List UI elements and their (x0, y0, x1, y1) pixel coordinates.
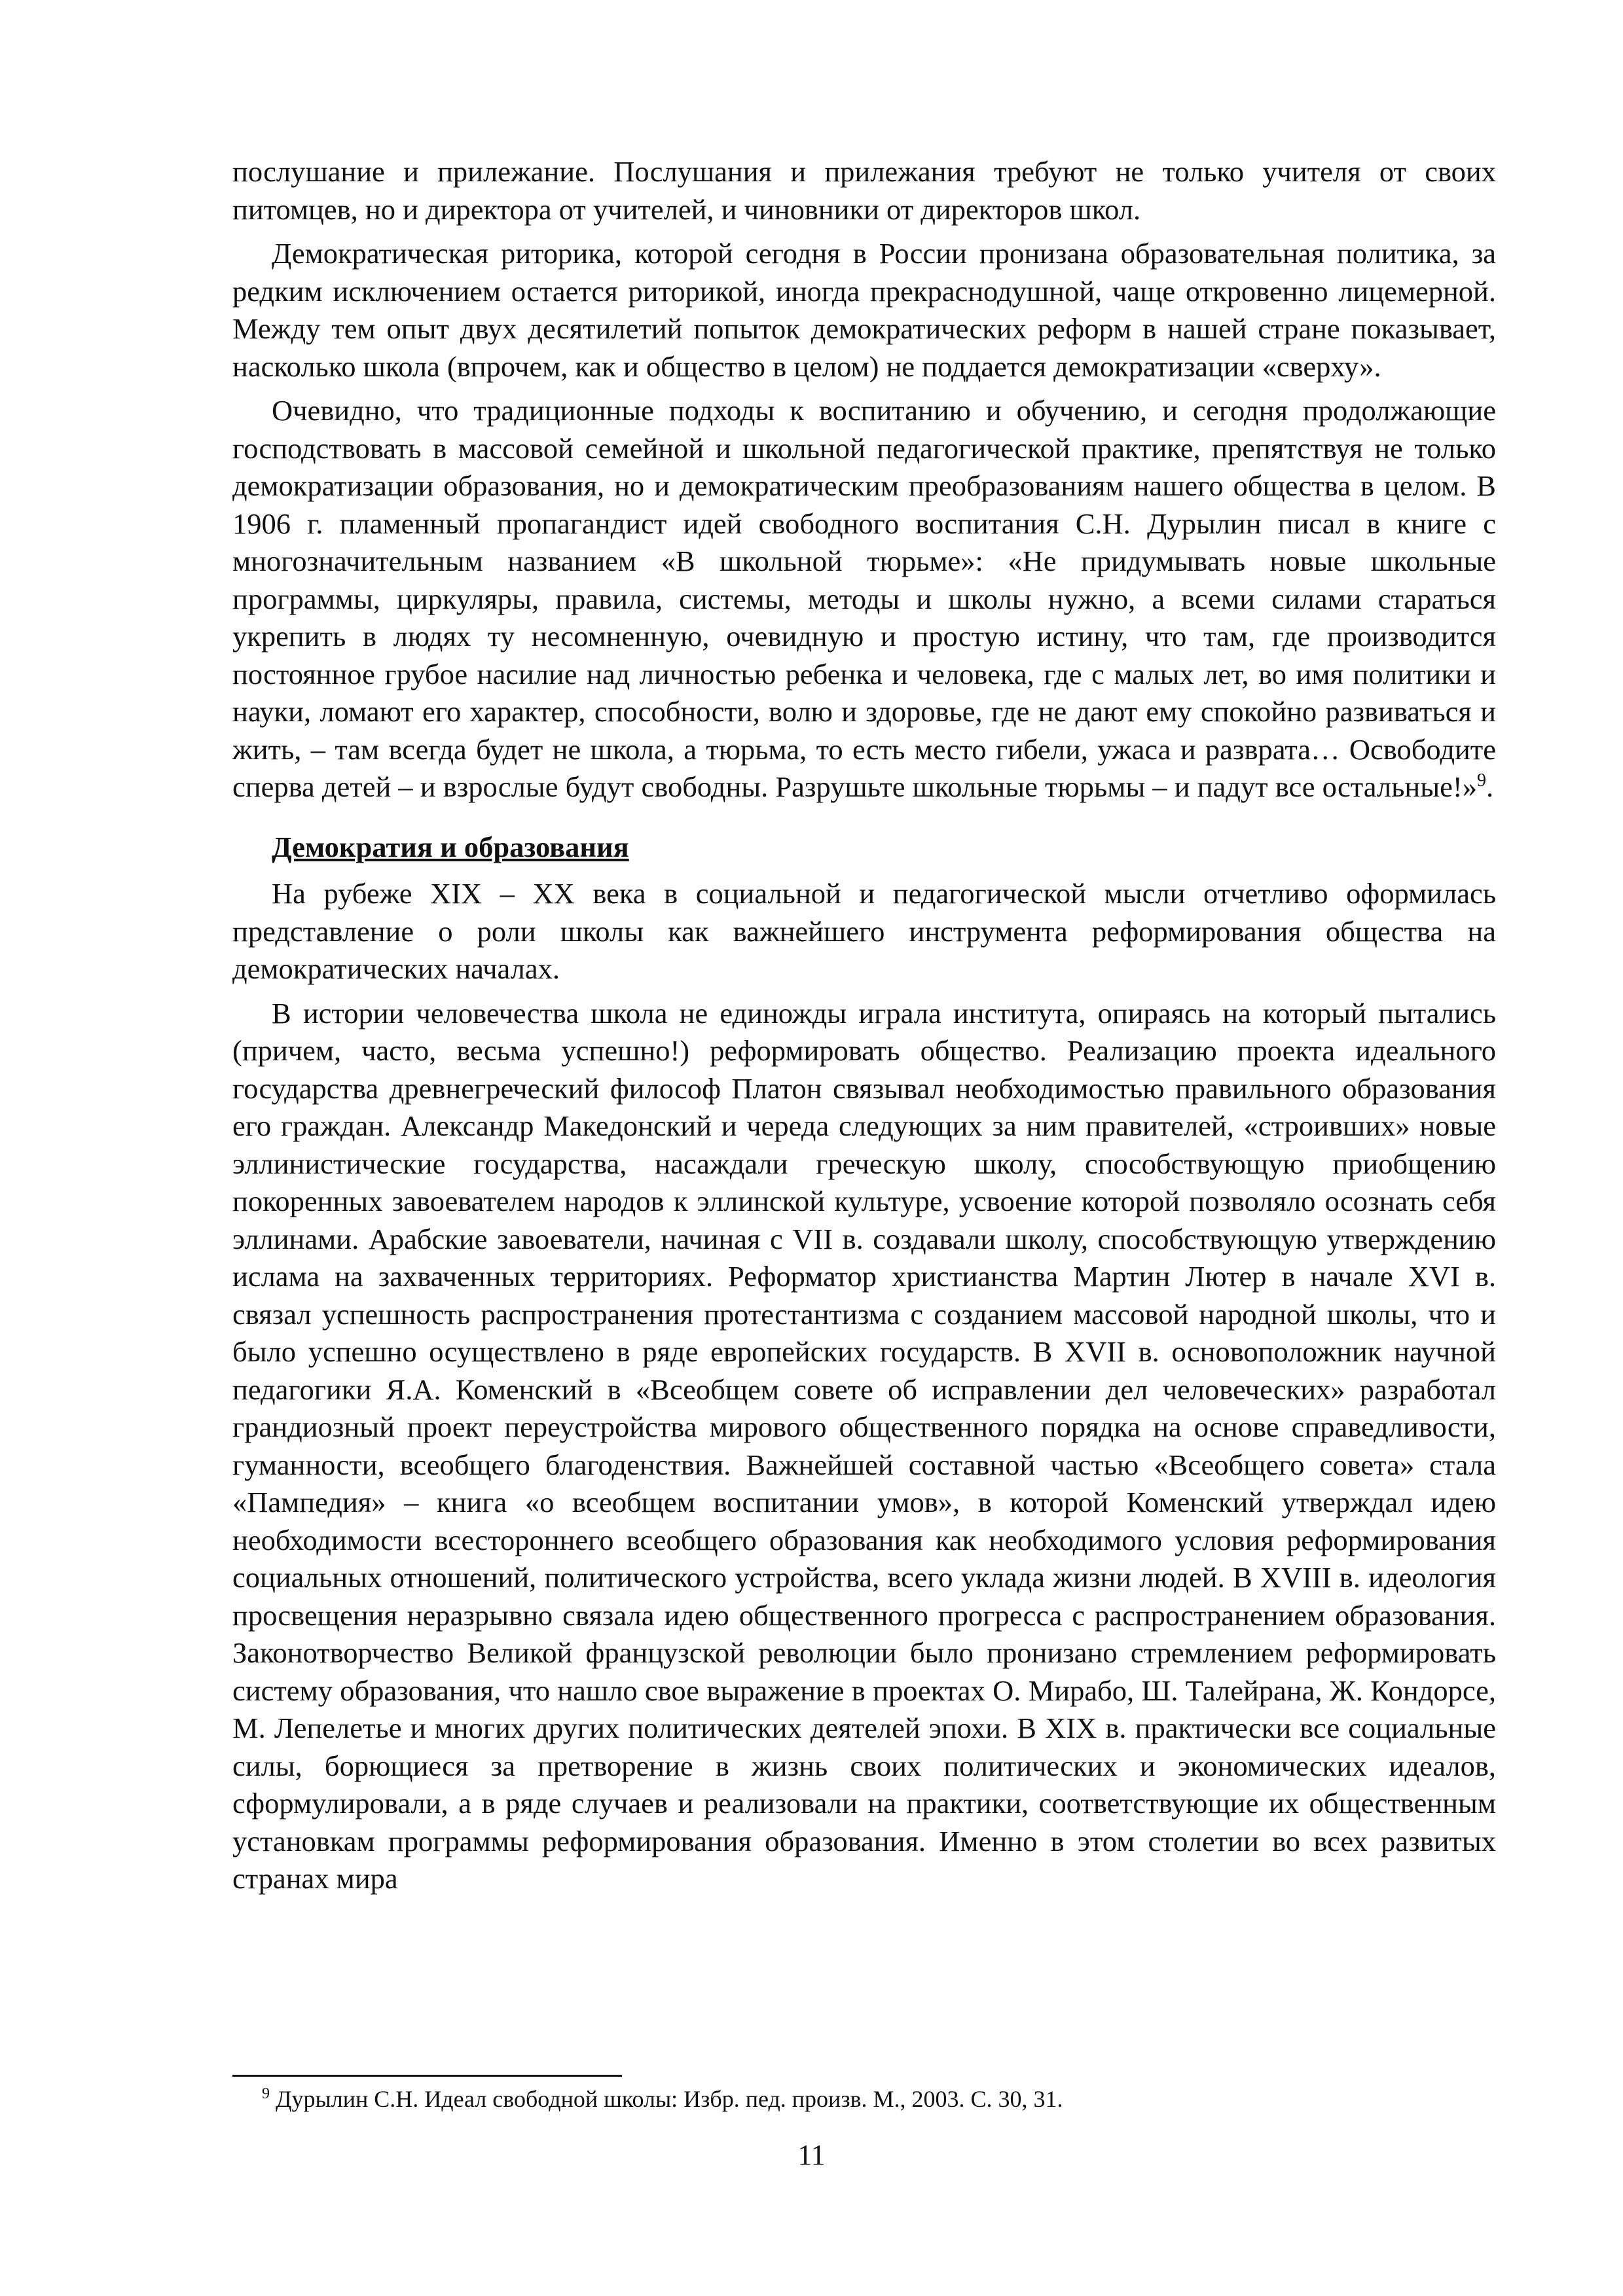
paragraph-democratic-rhetoric: Демократическая риторика, которой сегодня в России пронизана образовательная политика, за редким исключением остается риторикой, иногда прекраснодушной, чаще откровенно лицемерной. Между тем опыт двух десятилетий попыток демократических реформ в нашей стране показывает, насколько школа (впрочем, как и общество в целом) не поддается демократизации «сверху». (232, 237, 1496, 383)
footnote-reference[interactable]: 9 (1476, 770, 1486, 791)
footnote-number: 9 (262, 2085, 270, 2102)
footnote-text: Дурылин С.Н. Идеал свободной школы: Избр. пед. произв. М., 2003. С. 30, 31. (276, 2086, 1063, 2112)
footnote-divider (232, 2075, 622, 2077)
footnote-reference-tail: . (1486, 770, 1494, 803)
paragraph-turn-of-century: На рубеже XIX – XX века в социальной и педагогической мысли отчетливо оформилась представление о роли школы как важнейшего инструмента реформирования общества на демократических началах. (232, 877, 1496, 985)
footnote (262, 2085, 1493, 2113)
paragraph-durylin-text: Очевидно, что традиционные подходы к воспитанию и обучению, и сегодня продолжающие господствовать в массовой семейной и школьной педагогической практике, препятствуя не только демократизации образования, но и демократическим преобразованиям нашего общества в целом. В 1906 г. пламенный пропагандист идей свободного воспитания С.Н. Дурылин писал в книге с многозначительным названием «В школьной тюрьме»: «Не придумывать новые школьные программы, циркуляры, правила, системы, методы и школы нужно, а всеми силами стараться укрепить в людях ту несомненную, очевидную и простую истину, что там, где производится постоянное грубое насилие над личностью ребенка и человека, где с малых лет, во имя политики и науки, ломают его характер, способности, волю и здоровье, где не дают ему спокойно развиваться и жить, – там всегда будет не школа, а тюрьма, то есть место гибели, ужаса и разврата… Освободите сперва детей – и взрослые будут свободны. Разрушьте школьные тюрьмы – и падут все остальные!» (232, 394, 1496, 803)
body-text (232, 153, 1496, 1898)
paragraph-durylin-quote (232, 392, 1496, 806)
paragraph-continuation: послушание и прилежание. Послушания и прилежания требуют не только учителя от своих питомцев, но и директора от учителей, и чиновники от директоров школ. (232, 155, 1496, 226)
section-heading: Демократия и образования (272, 830, 629, 863)
page-number: 11 (797, 2139, 826, 2171)
paragraph-history-of-school: В истории человечества школа не единожды играла института, опираясь на который пытались (причем, часто, весьма успешно!) реформировать общество. Реализацию проекта идеального государства древнегреческий философ Платон связывал необходимостью правильного образования его граждан. Александр Македонский и череда следующих за ним правителей, «строивших» новые эллинистические государства, насаждали греческую школу, способствующую приобщению покоренных завоевателем народов к эллинской культуре, усвоение которой позволяло осознать себя эллинами. Арабские завоеватели, начиная с VII в. создавали школу, способствующую утверждению ислама на захваченных территориях. Реформатор христианства Мартин Лютер в начале XVI в. связал успешность распространения протестантизма с созданием массовой народной школы, что и было успешно осуществлено в ряде европейских государств. В XVII в. основоположник научной педагогики Я.А. Коменский в «Всеобщем совете об исправлении дел человеческих» разработал грандиозный проект переустройства мирового общественного порядка на основе справедливости, гуманности, всеобщего благоденствия. Важнейшей составной частью «Всеобщего совета» стала «Пампедия» – книга «о всеобщем воспитании умов», в которой Коменский утверждал идею необходимости всестороннего всеобщего образования как необходимого условия реформирования социальных отношений, политического устройства, всего уклада жизни людей. В XVIII в. идеология просвещения неразрывно связала идею общественного прогресса с распространением образования. Законотворчество Великой французской революции было пронизано стремлением реформировать систему образования, что нашло свое выражение в проектах О. Мирабо, Ш. Талейрана, Ж. Кондорсе, М. Лепелетье и многих других политических деятелей эпохи. В XIX в. практически все социальные силы, борющиеся за претворение в жизнь своих политических и экономических идеалов, сформулировали, а в ряде случаев и реализовали на практики, соответствующие их общественным установкам программы реформирования образования. Именно в этом столетии во всех развитых странах мира (232, 996, 1496, 1895)
